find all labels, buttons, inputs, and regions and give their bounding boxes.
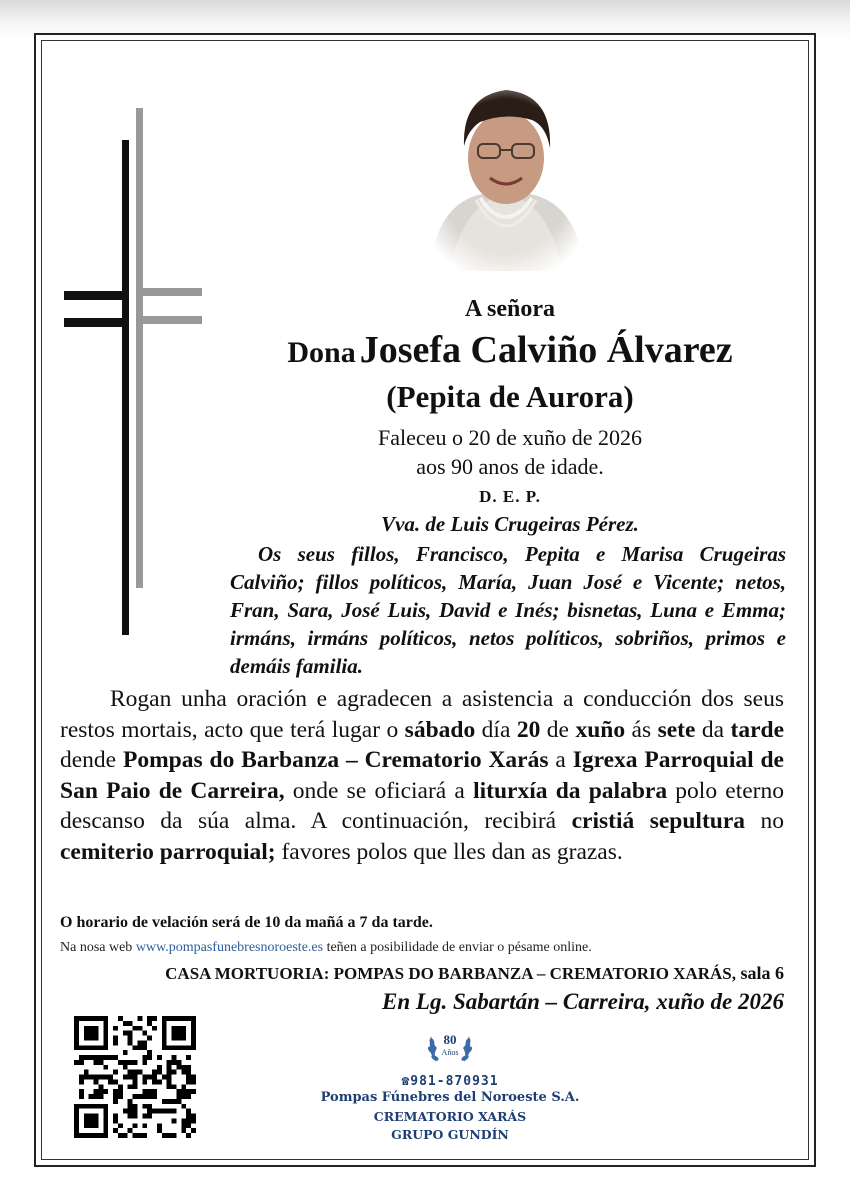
death-date: Faleceu o 20 de xuño de 2026 bbox=[378, 425, 642, 450]
intro-text: A señora bbox=[465, 296, 555, 322]
qr-code-icon[interactable] bbox=[74, 1016, 196, 1138]
ceremony-paragraph: Rogan unha oración e agradecen a asistencia a conducción dos seus restos mortais, acto que terá lugar o sábado día 20 de xuño ás sete da tarde dende Pompas do Barbanza – Crematorio Xarás a Igrexa Parroquial de San Paio de Carreira, onde se oficiará a liturxía da palabra polo eterno descanso da súa alma. A continuación, recibirá cristiá sepultura no cemiterio parroquial; favores polos que lles dan as grazas. bbox=[60, 686, 785, 865]
funeral-home: CASA MORTUORIA: POMPAS DO BARBANZA – CREMATORIO XARÁS, sala 6 bbox=[165, 963, 784, 983]
full-name: Josefa Calviño Álvarez bbox=[359, 329, 733, 371]
web-notice: Na nosa web www.pompasfunebresnoroeste.es teñen a posibilidade de enviar o pésame online. bbox=[60, 940, 592, 955]
vigil-hours: O horario de velación será de 10 da mañá a 7 da tarde. bbox=[60, 914, 433, 931]
svg-text:80: 80 bbox=[443, 1032, 457, 1047]
crematorium-name: CREMATORIO XARÁS bbox=[373, 1109, 527, 1124]
anniversary-badge-icon bbox=[423, 1018, 477, 1072]
dep-text: D. E. P. bbox=[479, 487, 541, 506]
nickname: (Pepita de Aurora) bbox=[386, 379, 634, 414]
name-prefix: Dona bbox=[287, 336, 356, 369]
phone-number: ☎981-870931 bbox=[401, 1074, 499, 1089]
website-link[interactable]: www.pompasfunebresnoroeste.es bbox=[135, 940, 324, 955]
group-name: GRUPO GUNDÍN bbox=[391, 1127, 509, 1142]
age-line: aos 90 anos de idade. bbox=[416, 454, 604, 479]
cross-icon bbox=[62, 108, 204, 638]
svg-text:Años: Años bbox=[441, 1048, 459, 1057]
widow-line: Vva. de Luis Crugeiras Pérez. bbox=[381, 512, 639, 536]
place-date: En Lg. Sabartán – Carreira, xuño de 2026 bbox=[382, 989, 784, 1014]
deceased-name bbox=[230, 328, 790, 372]
family-list: Os seus fillos, Francisco, Pepita e Marisa Crugeiras Calviño; fillos políticos, María, Juan José e Vicente; netos, Fran, Sara, José Luis, David e Inés; bisnetas, Luna e Emma; irmáns, irmáns políticos, netos políticos, sobriños, primos e demáis familia. bbox=[230, 542, 786, 678]
deceased-portrait bbox=[420, 76, 592, 276]
company-name: Pompas Fúnebres del Noroeste S.A. bbox=[320, 1090, 580, 1105]
